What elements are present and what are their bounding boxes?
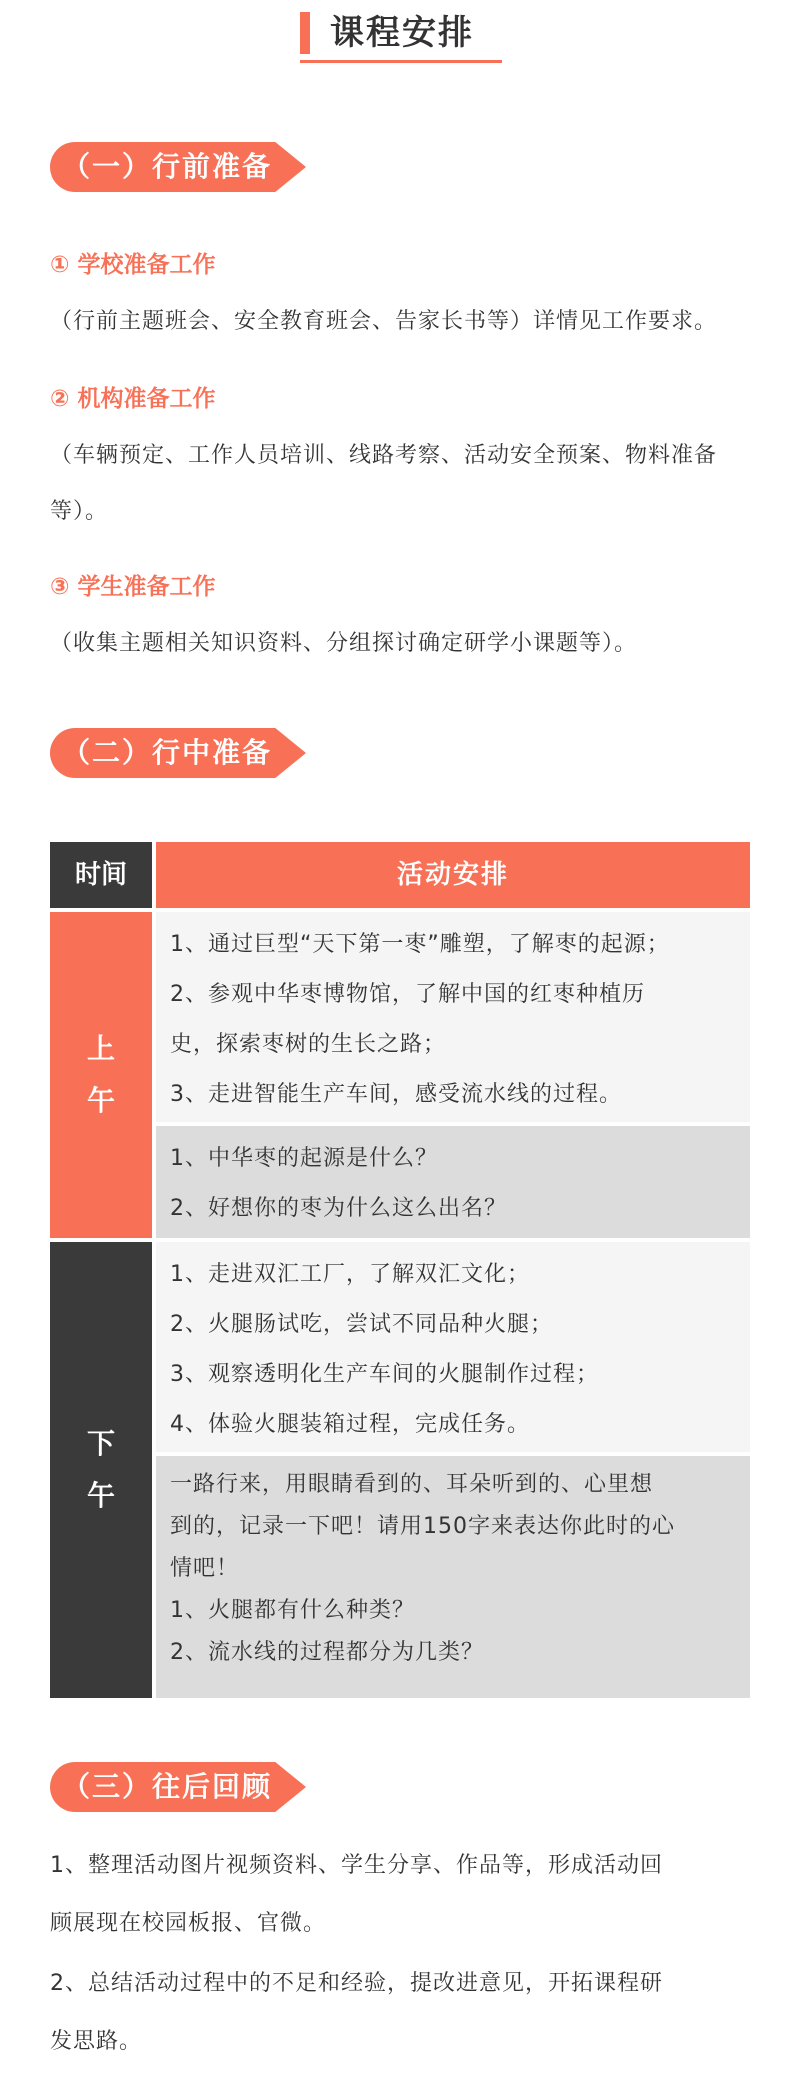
section-during-header: [50, 728, 306, 778]
table-header-activity: 活动安排: [156, 842, 750, 908]
school-prep-heading: ① 学校准备工作: [50, 252, 216, 278]
list-item: 4、体验火腿装箱过程，完成任务。: [170, 1412, 530, 1437]
title-underline: [300, 60, 502, 63]
period-afternoon: [50, 1242, 152, 1698]
title-accent-bar: [300, 12, 310, 54]
list-item: 2、流水线的过程都分为几类？: [170, 1640, 484, 1665]
student-prep-text: （收集主题相关知识资料、分组探讨确定研学小课题等）。: [50, 631, 638, 656]
section-after-label: （三）往后回顾: [62, 1770, 273, 1803]
section-pre-label: （一）行前准备: [62, 150, 273, 183]
list-item: 1、火腿都有什么种类？: [170, 1598, 415, 1623]
list-item: 1、走进双汇工厂，了解双汇文化；: [170, 1262, 530, 1287]
period-afternoon-label: 下午: [86, 1427, 115, 1512]
agency-prep-heading: ② 机构准备工作: [50, 386, 216, 412]
list-item: 2、火腿肠试吃，尝试不同品种火腿；: [170, 1312, 553, 1337]
section-after-header: [50, 1762, 306, 1812]
section-during-label: （二）行中准备: [62, 736, 273, 769]
list-item: 2、好想你的枣为什么这么出名？: [170, 1196, 507, 1221]
section-pre-header: [50, 142, 306, 192]
review-point-1-line2: 顾展现在校园板报、官微。: [50, 1911, 327, 1936]
agency-prep-text-line1: （车辆预定、工作人员培训、线路考察、活动安全预案、物料准备: [50, 443, 718, 468]
agency-prep-text-line2: 等）。: [50, 499, 109, 524]
list-item: 情吧！: [170, 1556, 240, 1581]
period-morning-label: 上午: [86, 1032, 115, 1117]
school-prep-text: （行前主题班会、安全教育班会、告家长书等）详情见工作要求。: [50, 309, 718, 334]
page-title-block: [300, 6, 502, 62]
table-header-time: 时间: [50, 842, 152, 908]
morning-activities: [156, 912, 750, 1122]
review-point-2-line1: 2、总结活动过程中的不足和经验，提改进意见，开拓课程研: [50, 1971, 663, 1996]
list-item: 一路行来，用眼睛看到的、耳朵听到的、心里想: [170, 1472, 654, 1497]
list-item: 1、中华枣的起源是什么？: [170, 1146, 438, 1171]
review-point-1-line1: 1、整理活动图片视频资料、学生分享、作品等，形成活动回: [50, 1853, 663, 1878]
list-item: 到的，记录一下吧！请用150字来表达你此时的心: [170, 1514, 675, 1539]
morning-questions: [156, 1126, 750, 1238]
student-prep-heading: ③ 学生准备工作: [50, 574, 216, 600]
list-item: 1、通过巨型“天下第一枣”雕塑，了解枣的起源；: [170, 932, 670, 957]
list-item: 3、观察透明化生产车间的火腿制作过程；: [170, 1362, 599, 1387]
review-point-2-line2: 发思路。: [50, 2029, 143, 2054]
afternoon-activities: [156, 1242, 750, 1452]
list-item: 3、走进智能生产车间，感受流水线的过程。: [170, 1082, 622, 1107]
list-item: 2、参观中华枣博物馆，了解中国的红枣种植历: [170, 982, 645, 1007]
period-morning: [50, 912, 152, 1238]
list-item: 史，探索枣树的生长之路；: [170, 1032, 447, 1057]
page-title: 课程安排: [330, 13, 474, 53]
afternoon-questions: [156, 1456, 750, 1698]
